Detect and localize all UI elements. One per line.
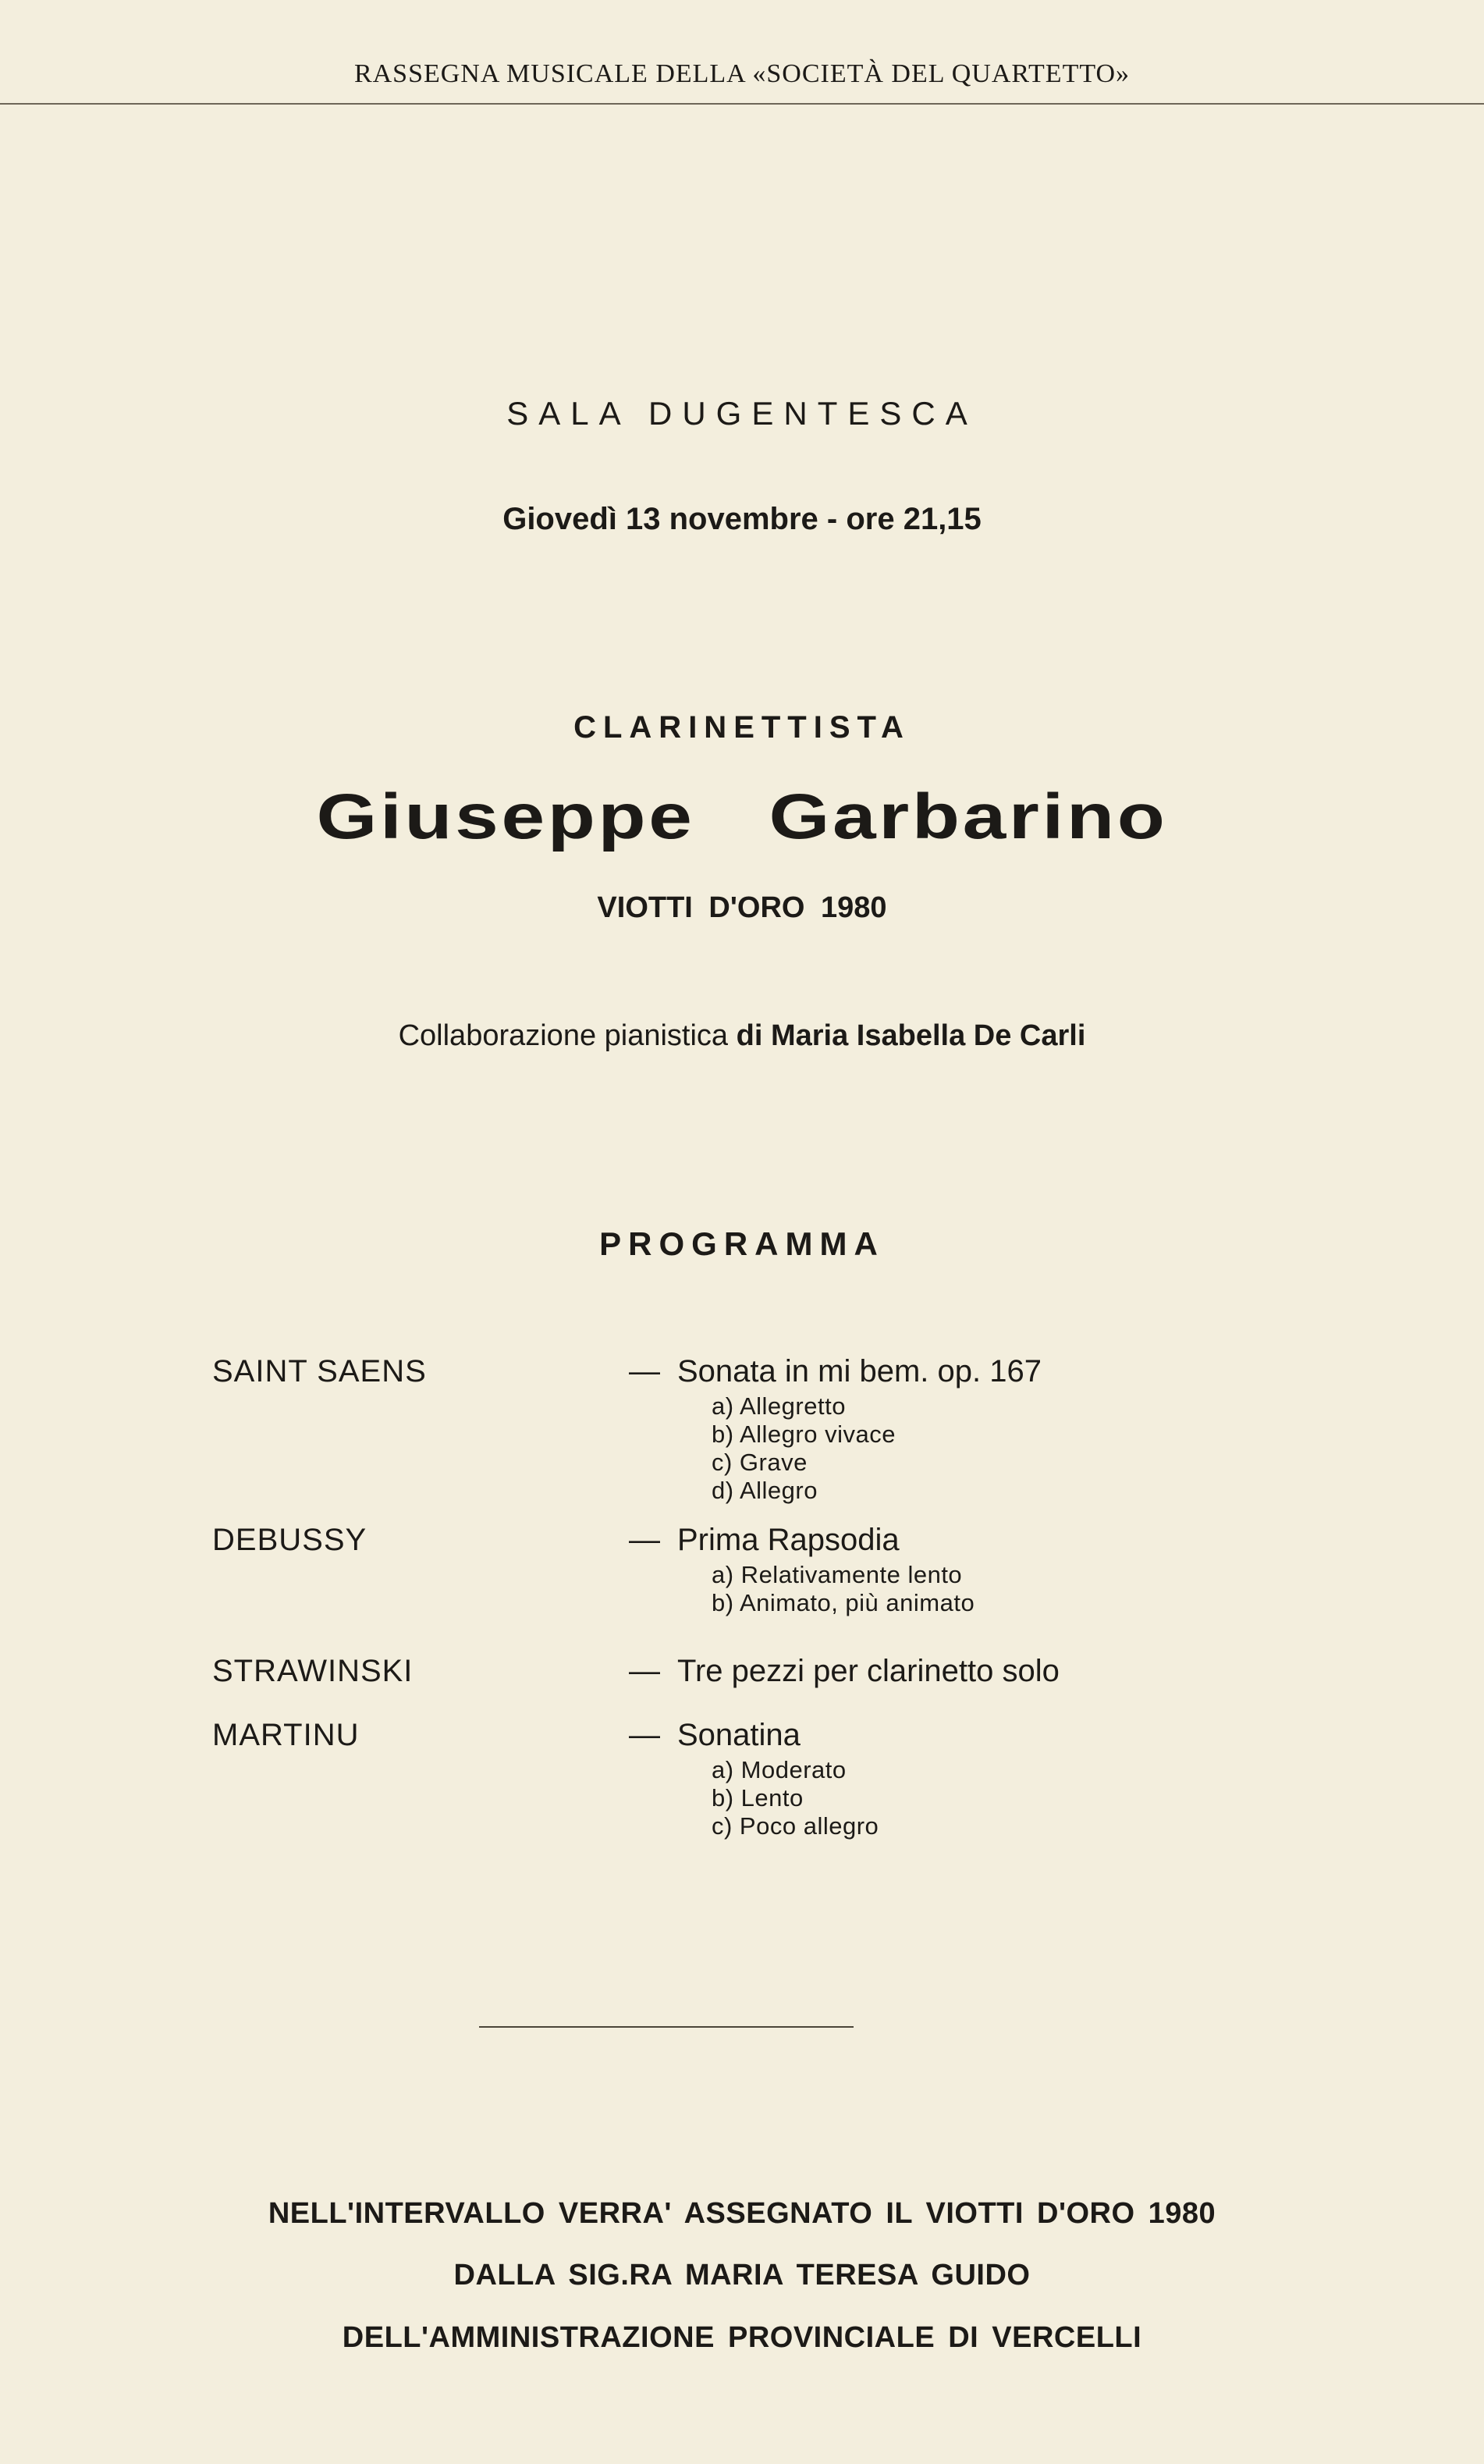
work-name: Sonata in mi bem. op. 167 [677,1354,1042,1388]
work-title [629,1714,1305,1756]
program-entry [212,1519,1305,1617]
program-entry [212,1350,1305,1505]
movement: b) Animato, più animato [712,1589,975,1616]
collaborator-name: Maria Isabella De Carli [770,1019,1086,1052]
performer-role: CLARINETTISTA [573,710,911,745]
award-title: VIOTTI D'ORO 1980 [597,891,887,924]
notice-line: DALLA SIG.RA MARIA TERESA GUIDO [453,2259,1031,2292]
notice-line: DELL'AMMINISTRAZIONE PROVINCIALE DI VERCELLI [342,2321,1142,2354]
program-entry [212,1714,1305,1840]
movement: a) Allegretto [712,1392,846,1420]
work-title [629,1350,1305,1392]
work-name: Tre pezzi per clarinetto solo [677,1654,1060,1688]
composer: STRAWINSKI [212,1654,414,1688]
collaboration-line [0,1019,1484,1053]
work [629,1650,1305,1692]
work-title [629,1650,1305,1692]
notice-line: NELL'INTERVALLO VERRA' ASSEGNATO IL VIOTTI D'ORO 1980 [268,2197,1216,2230]
section-divider [479,2026,854,2028]
work [629,1519,1305,1617]
performer-name: Giuseppe Garbarino [316,781,1168,852]
work-name: Prima Rapsodia [677,1523,900,1557]
movement: a) Moderato [712,1756,847,1783]
composer: MARTINU [212,1718,360,1752]
movement: c) Grave [712,1449,808,1476]
program-heading: PROGRAMMA [599,1225,885,1262]
work [629,1350,1305,1505]
movement: c) Poco allegro [712,1812,879,1840]
date-time: Giovedì 13 novembre - ore 21,15 [502,502,982,536]
venue: SALA DUGENTESCA [506,395,978,432]
movement-list [629,1392,1305,1505]
collaboration-by: di [736,1019,763,1052]
header-rule [0,103,1484,105]
dash: — [629,1523,660,1557]
program-list [212,1350,1305,1840]
movement-list [629,1756,1305,1840]
work [629,1714,1305,1840]
movement: d) Allegro [712,1477,818,1504]
movement: b) Allegro vivace [712,1420,896,1448]
movement: a) Relativamente lento [712,1561,963,1588]
composer: SAINT SAENS [212,1354,427,1388]
work-title [629,1519,1305,1561]
movement-list [629,1561,1305,1617]
collaboration-prefix: Collaborazione pianistica [398,1019,729,1052]
running-head: RASSEGNA MUSICALE DELLA «SOCIETÀ DEL QUARTETTO» [353,59,1131,88]
work-name: Sonatina [677,1718,801,1752]
program-entry [212,1650,1305,1692]
dash: — [629,1354,660,1388]
composer: DEBUSSY [212,1523,367,1557]
dash: — [629,1654,660,1688]
movement: b) Lento [712,1784,804,1812]
dash: — [629,1718,660,1752]
